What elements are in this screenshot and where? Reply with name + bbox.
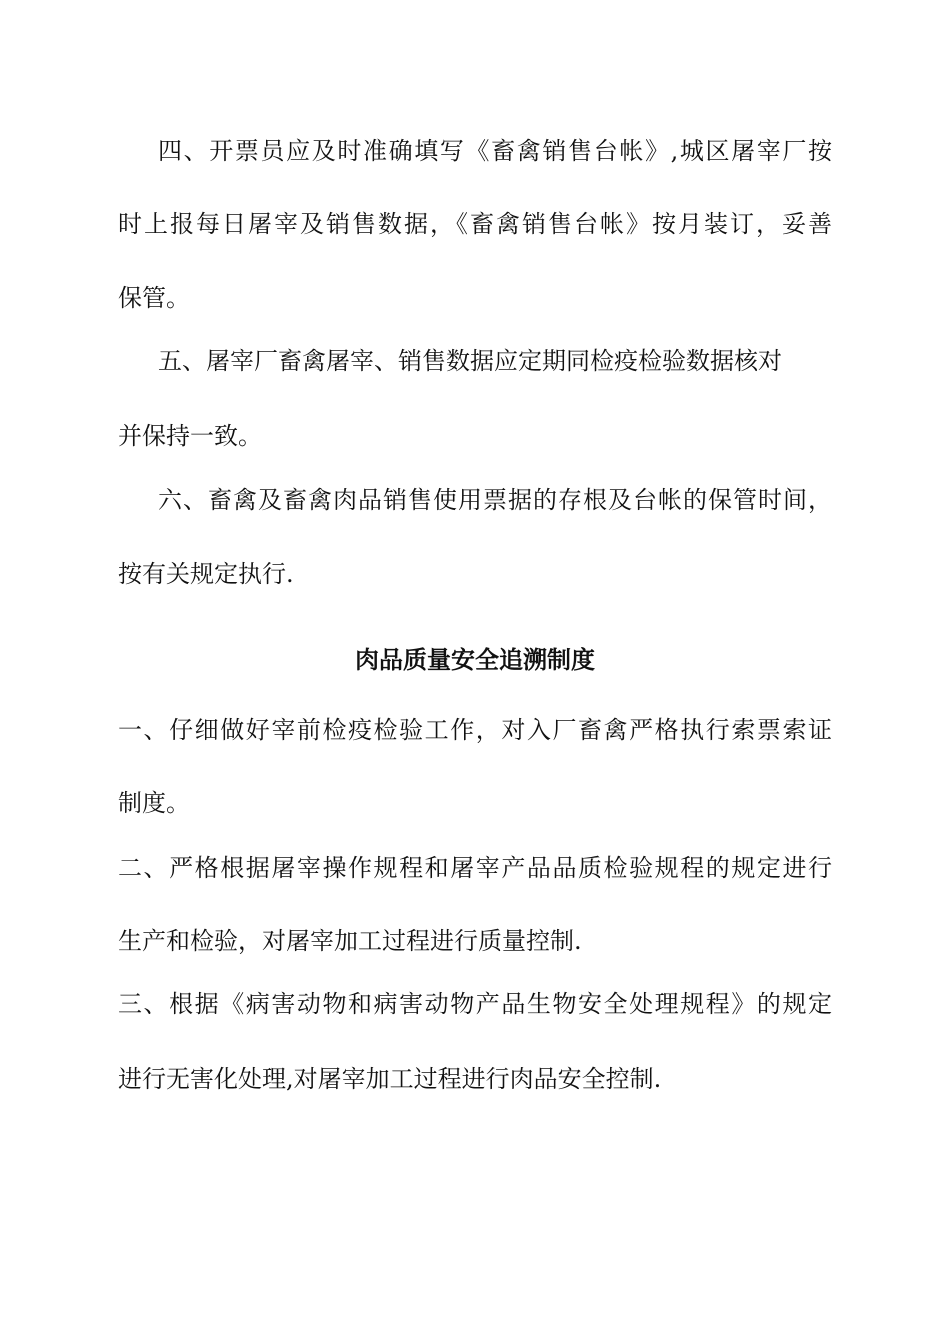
- item-2-line-2: 生产和检验，对屠宰加工过程进行质量控制.: [118, 927, 582, 955]
- item-2-line-1: 二、严格根据屠宰操作规程和屠宰产品品质检验规程的规定进行: [118, 854, 832, 882]
- paragraph-4-line-1: 四、开票员应及时准确填写《畜禽销售台帐》,城区屠宰厂按: [158, 137, 832, 165]
- item-1-line-2: 制度。: [118, 789, 190, 817]
- paragraph-6-line-1: 六、畜禽及畜禽肉品销售使用票据的存根及台帐的保管时间，: [158, 486, 832, 514]
- section-title: 肉品质量安全追溯制度: [355, 645, 595, 674]
- item-3-line-1: 三、根据《病害动物和病害动物产品生物安全处理规程》的规定: [118, 990, 832, 1018]
- paragraph-4-line-2: 时上报每日屠宰及销售数据，《畜禽销售台帐》按月装订，妥善: [118, 210, 832, 238]
- item-3-line-2: 进行无害化处理,对屠宰加工过程进行肉品安全控制.: [118, 1065, 662, 1093]
- paragraph-6-line-2: 按有关规定执行.: [118, 560, 294, 588]
- item-1-line-1: 一、仔细做好宰前检疫检验工作，对入厂畜禽严格执行索票索证: [118, 716, 832, 744]
- paragraph-4-line-3: 保管。: [118, 284, 190, 312]
- paragraph-5-line-1: 五、屠宰厂畜禽屠宰、销售数据应定期同检疫检验数据核对: [158, 347, 782, 375]
- paragraph-5-line-2: 并保持一致。: [118, 422, 262, 450]
